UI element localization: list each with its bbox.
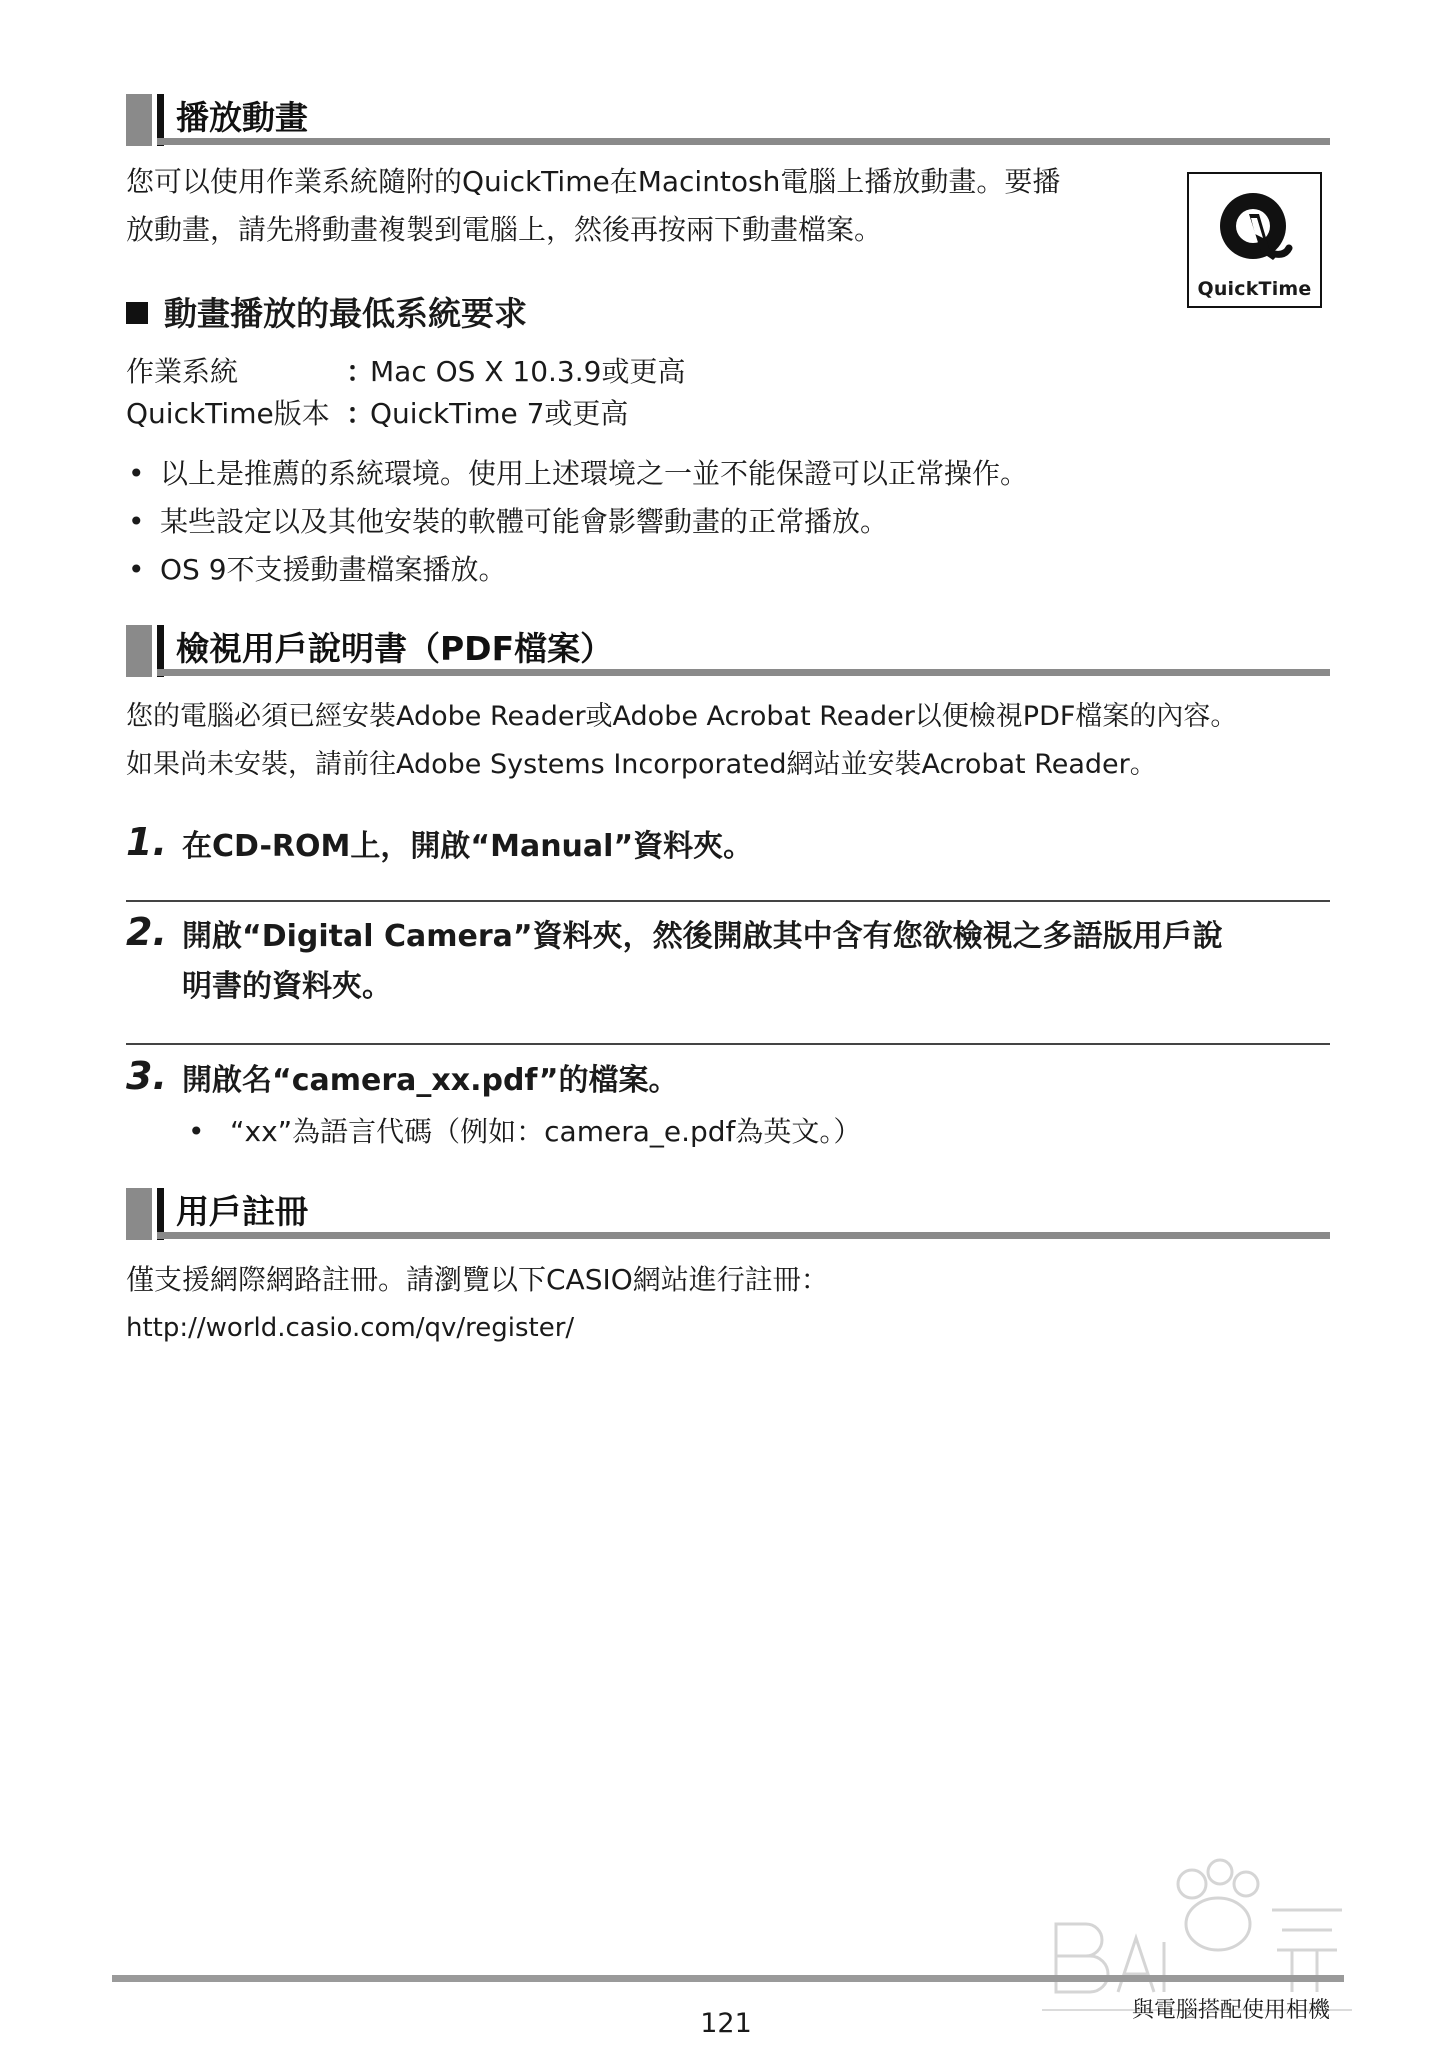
footer-chapter-label: 與電腦搭配使用相機 — [1132, 1998, 1331, 2023]
requirement-label: 作業系統 — [126, 355, 239, 388]
section-header-register — [126, 1188, 1330, 1240]
section-header-manual — [126, 625, 1330, 677]
header-underline — [157, 1232, 1330, 1239]
header-gray-block — [126, 625, 152, 677]
section-title: 檢視用戶說明書（PDF檔案） — [176, 629, 614, 668]
register-para: 僅支援網際網路註冊。請瀏覽以下CASIO網站進行註冊： — [126, 1263, 829, 1296]
quicktime-q-icon — [1189, 174, 1320, 278]
bullet-item — [128, 454, 1028, 494]
step-text-line-2: 明書的資料夾。 — [182, 969, 392, 1004]
requirement-row — [126, 352, 685, 392]
bullet-item — [128, 502, 888, 542]
footer-rule — [112, 1975, 1344, 1982]
header-gray-block — [126, 1188, 152, 1240]
quicktime-logo-label: QuickTime — [1197, 278, 1312, 300]
step-text: 開啟名“camera_xx.pdf”的檔案。 — [182, 1063, 679, 1098]
step-divider — [126, 1043, 1330, 1045]
requirement-colon: ： — [346, 355, 375, 388]
header-underline — [157, 138, 1330, 145]
playback-para-line-1: 您可以使用作業系統隨附的QuickTime在Macintosh電腦上播放動畫。要播 — [126, 165, 1061, 198]
bullet-text: 以上是推薦的系統環境。使用上述環境之一並不能保證可以正常操作。 — [160, 457, 1029, 490]
requirement-value: Mac OS X 10.3.9或更高 — [370, 355, 686, 388]
quicktime-logo — [1187, 172, 1322, 308]
bullet-text: OS 9不支援動畫檔案播放。 — [160, 553, 507, 586]
square-bullet-icon — [126, 302, 148, 324]
playback-para-line-2: 放動畫，請先將動畫複製到電腦上，然後再按兩下動畫檔案。 — [126, 213, 883, 246]
step-text-line-1: 開啟“Digital Camera”資料夾，然後開啟其中含有您欲檢視之多語版用戶說 — [182, 919, 1223, 954]
step-number: 1. — [126, 820, 167, 864]
manual-para-line-1: 您的電腦必須已經安裝Adobe Reader或Adobe Acrobat Reader以便檢視PDF檔案的內容。 — [126, 701, 1238, 732]
step-3-note — [188, 1112, 861, 1152]
manual-para-line-2: 如果尚未安裝，請前往Adobe Systems Incorporated網站並安裝Acrobat Reader。 — [126, 749, 1157, 780]
step-divider — [126, 900, 1330, 902]
requirements-heading-text: 動畫播放的最低系統要求 — [164, 294, 527, 333]
requirement-label: QuickTime版本 — [126, 397, 330, 430]
header-gray-block — [126, 94, 152, 146]
header-underline — [157, 669, 1330, 676]
bullet-item — [128, 550, 507, 590]
section-title: 播放動畫 — [176, 98, 308, 137]
step-number: 3. — [126, 1054, 167, 1098]
requirement-row — [126, 394, 628, 434]
bullet-dot-icon: • — [128, 457, 145, 490]
baidu-jingyan-watermark-icon — [1032, 1850, 1362, 2020]
requirement-colon: ： — [346, 397, 375, 430]
requirement-value: QuickTime 7或更高 — [370, 397, 629, 430]
requirements-heading — [126, 292, 527, 336]
step-3-note-text: “xx”為語言代碼（例如：camera_e.pdf為英文。） — [230, 1115, 862, 1148]
section-title: 用戶註冊 — [176, 1192, 308, 1231]
bullet-dot-icon: • — [128, 505, 145, 538]
register-url-link[interactable]: http://world.casio.com/qv/register/ — [126, 1313, 575, 1343]
section-header-playback — [126, 94, 1330, 146]
page-number: 121 — [700, 2008, 752, 2039]
step-text: 在CD-ROM上，開啟“Manual”資料夾。 — [182, 829, 754, 864]
bullet-dot-icon: • — [128, 553, 145, 586]
bullet-dot-icon: • — [188, 1115, 205, 1148]
bullet-text: 某些設定以及其他安裝的軟體可能會影響動畫的正常播放。 — [160, 505, 889, 538]
step-number: 2. — [126, 910, 167, 954]
